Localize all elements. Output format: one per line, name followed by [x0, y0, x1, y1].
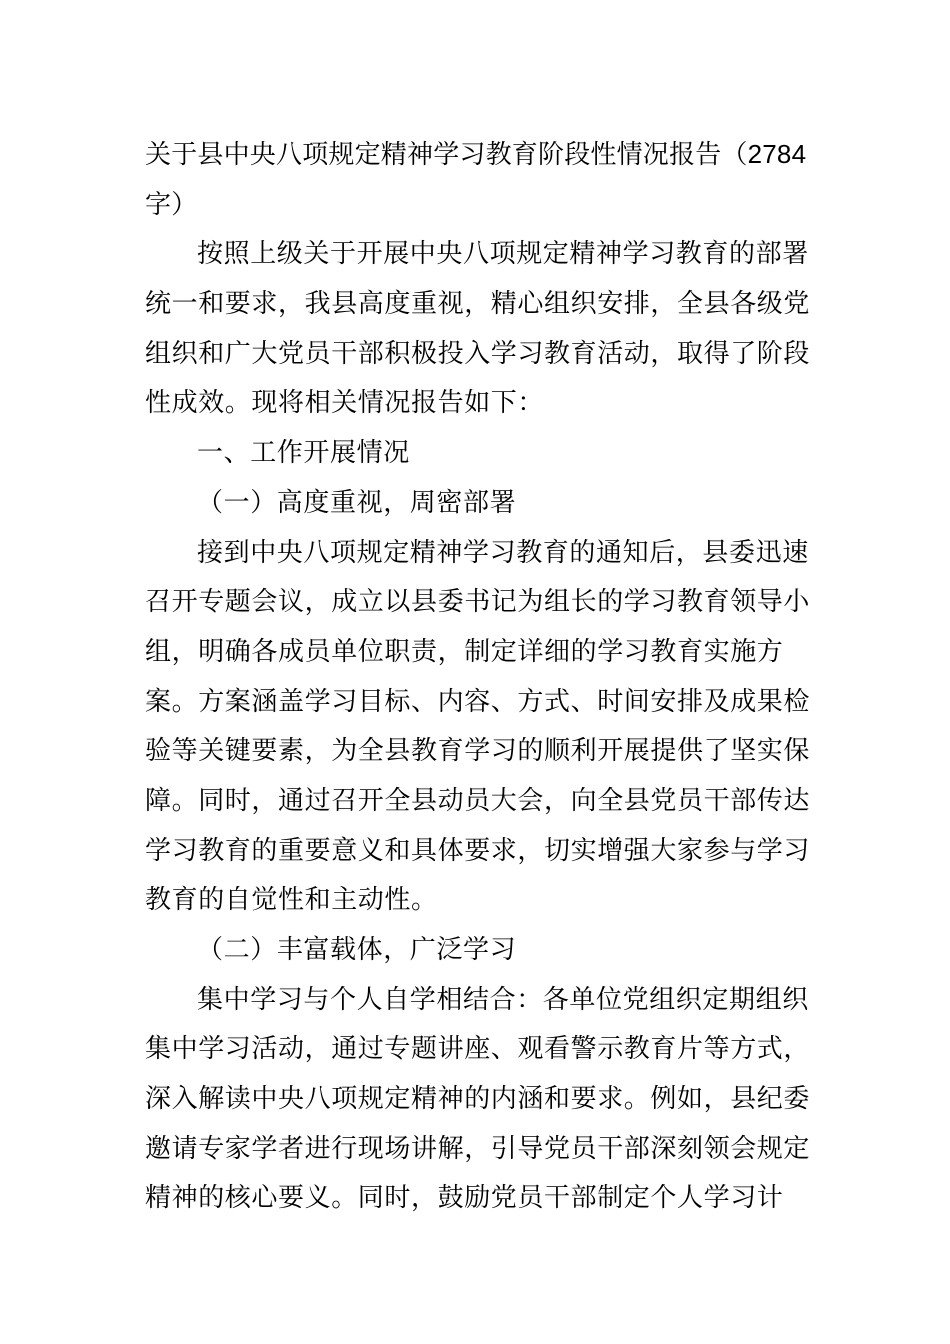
paragraph-line: 统一和要求，我县高度重视，精心组织安排，全县各级党 [145, 288, 811, 319]
paragraph-line: 深入解读中央八项规定精神的内涵和要求。例如，县纪委 [145, 1083, 811, 1114]
paragraph-line: 召开专题会议，成立以县委书记为组长的学习教育领导小 [145, 586, 811, 617]
paragraph-line: 教育的自觉性和主动性。 [145, 884, 438, 915]
paragraph-line: 学习教育的重要意义和具体要求，切实增强大家参与学习 [145, 834, 811, 865]
document-title-line-1: 关于县中央八项规定精神学习教育阶段性情况报告（2784 [145, 139, 807, 169]
section-heading-1: 一、工作开展情况 [197, 437, 410, 468]
section-heading-2: （二）丰富载体，广泛学习 [197, 934, 517, 964]
paragraph-line: 组织和广大党员干部积极投入学习教育活动，取得了阶段 [145, 337, 811, 368]
paragraph-line: 邀请专家学者进行现场讲解，引导党员干部深刻领会规定 [145, 1132, 811, 1163]
paragraph-line: 按照上级关于开展中央八项规定精神学习教育的部署 [197, 238, 809, 269]
section-heading-2: （一）高度重视，周密部署 [197, 486, 517, 517]
paragraph-line: 接到中央八项规定精神学习教育的通知后，县委迅速 [197, 536, 809, 567]
paragraph-line: 障。同时，通过召开全县动员大会，向全县党员干部传达 [145, 784, 811, 815]
paragraph-line: 精神的核心要义。同时，鼓励党员干部制定个人学习计 [145, 1182, 784, 1213]
paragraph-line: 集中学习与个人自学相结合：各单位党组织定期组织 [197, 983, 809, 1014]
paragraph-line: 验等关键要素，为全县教育学习的顺利开展提供了坚实保 [145, 735, 811, 766]
paragraph-line: 集中学习活动，通过专题讲座、观看警示教育片等方式， [145, 1033, 811, 1064]
paragraph-line: 性成效。现将相关情况报告如下： [145, 387, 545, 418]
document-title-line-2: 字） [145, 188, 198, 219]
paragraph-line: 案。方案涵盖学习目标、内容、方式、时间安排及成果检 [145, 685, 811, 716]
paragraph-line: 组，明确各成员单位职责，制定详细的学习教育实施方 [145, 635, 784, 666]
